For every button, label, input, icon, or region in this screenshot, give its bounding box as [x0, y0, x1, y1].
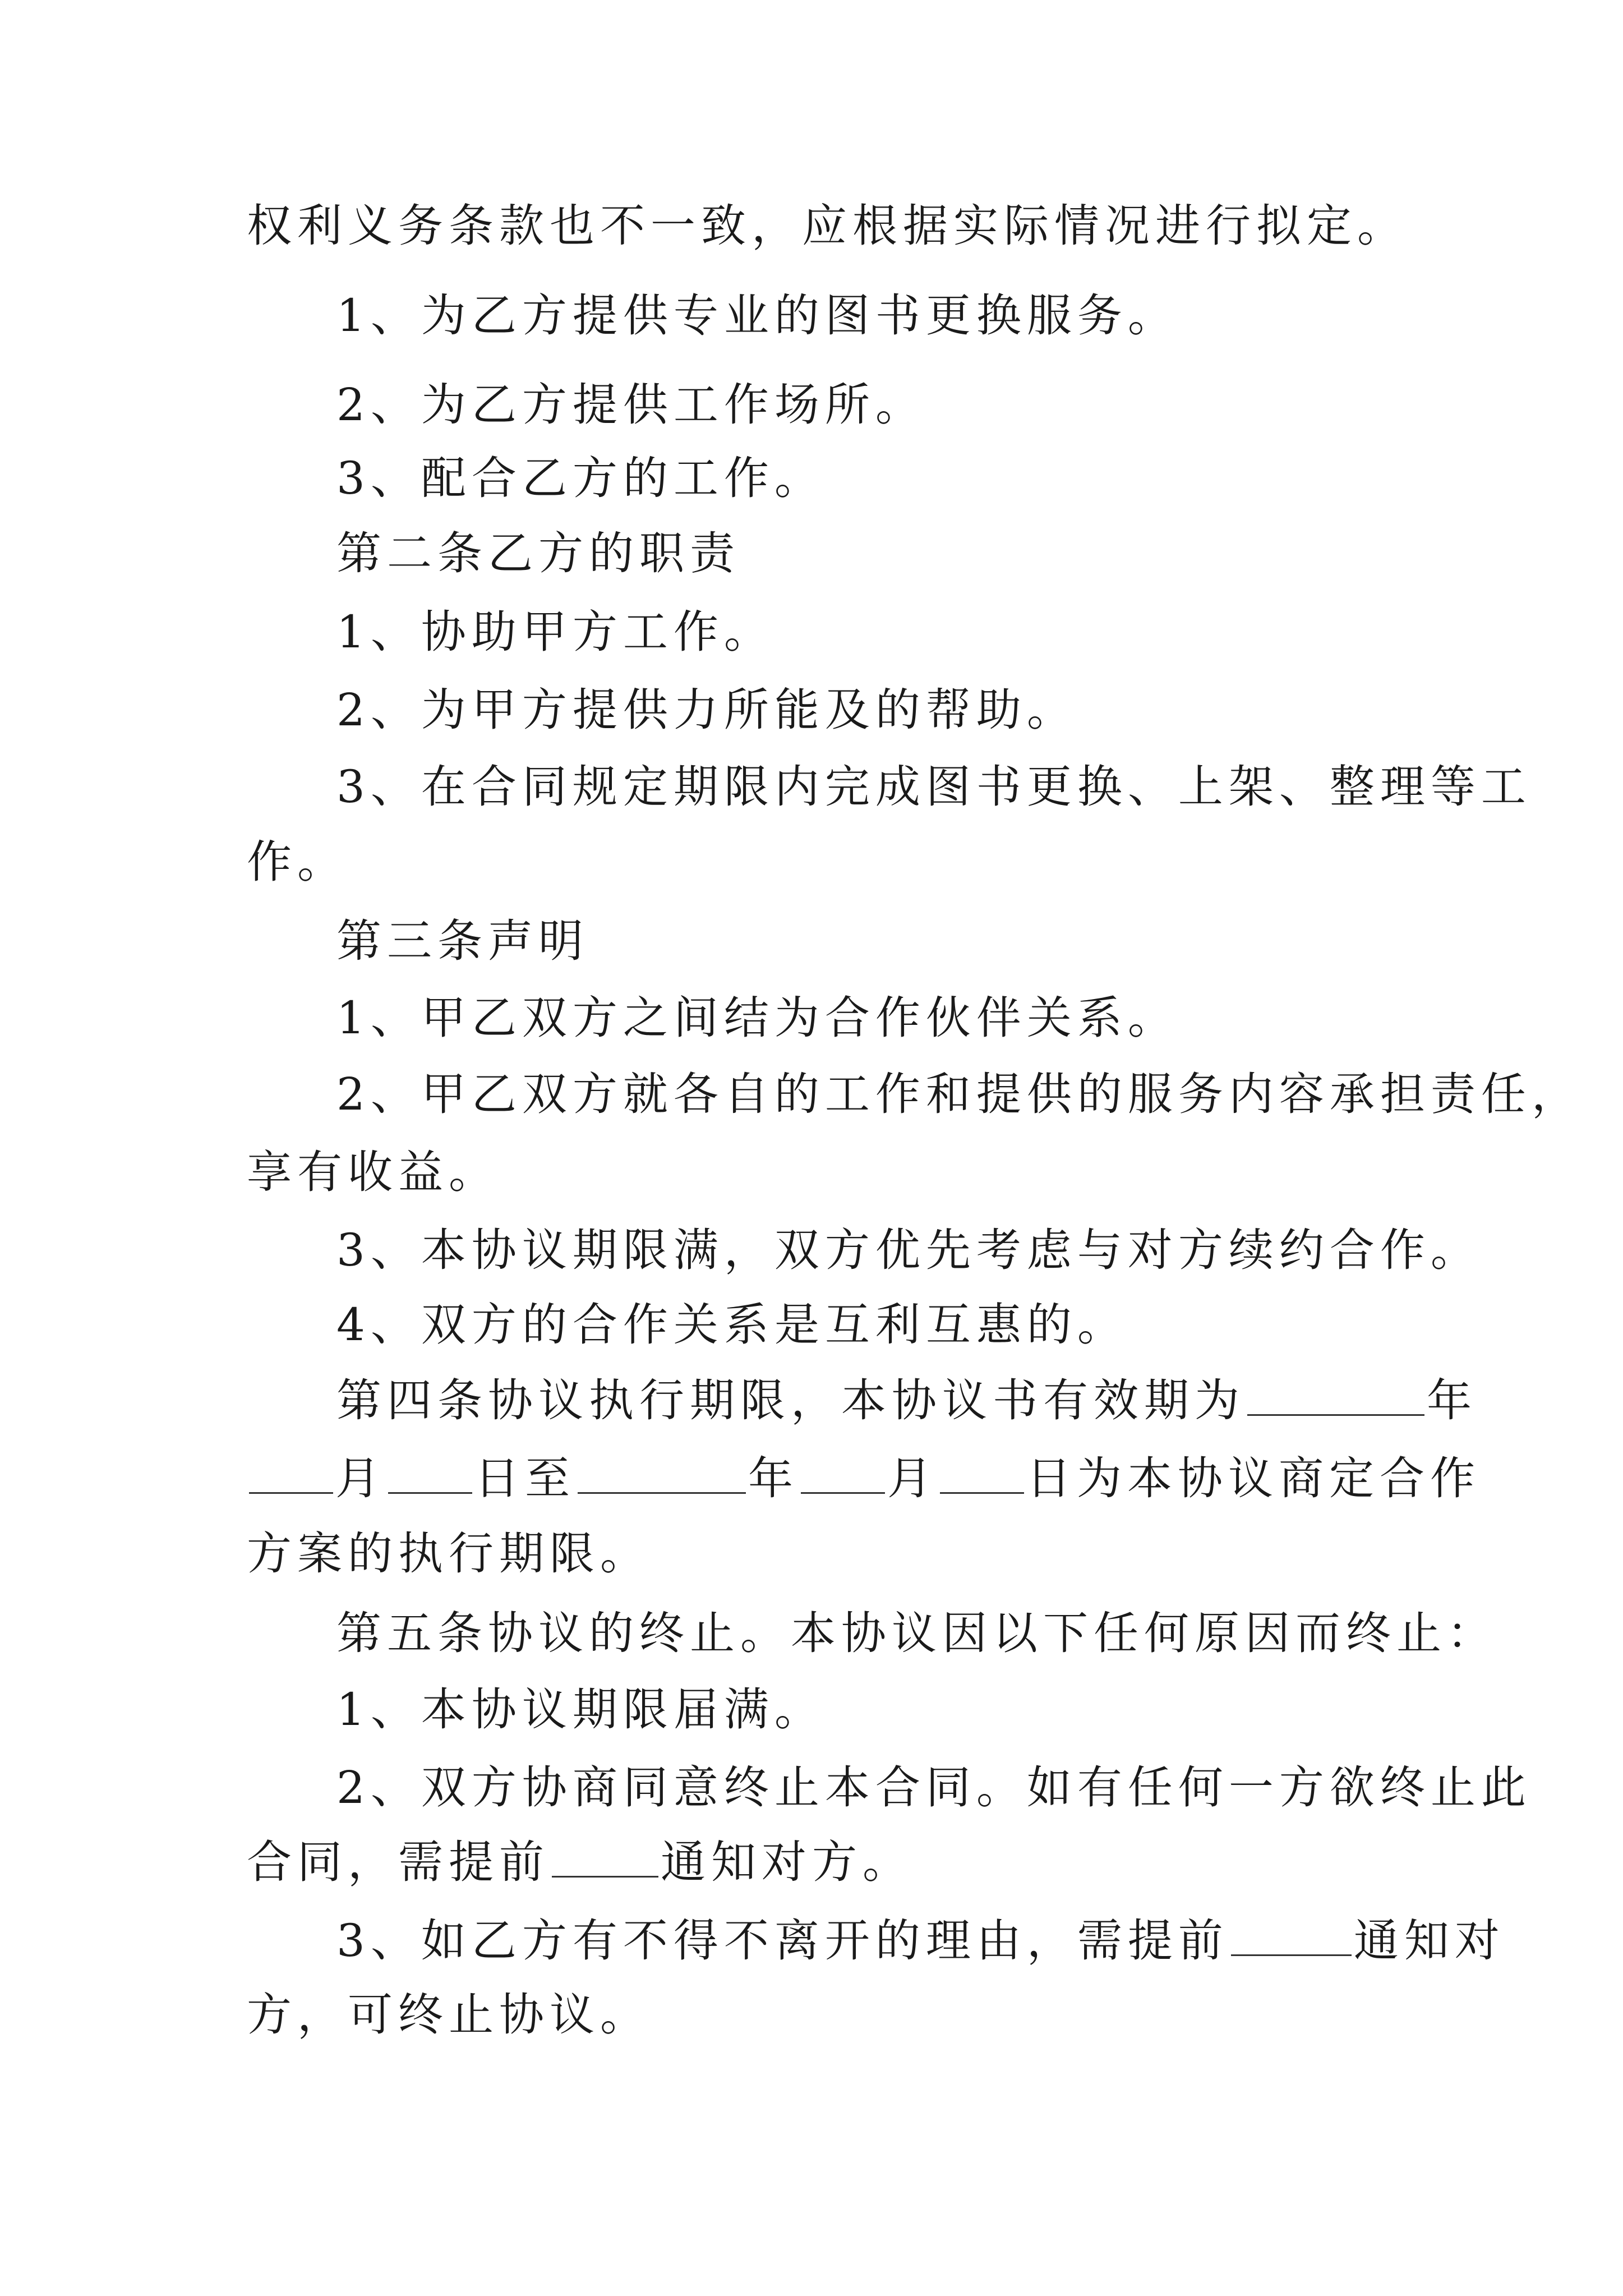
text-segment: 日至 — [474, 1452, 575, 1504]
section-heading: 第二条乙方的职责 — [336, 527, 740, 579]
text-line — [247, 1451, 1481, 1507]
text-line: 3、本协议期限满，双方优先考虑与对方续约合作。 — [336, 1224, 1481, 1276]
text-line — [336, 1913, 1505, 1969]
text-segment: 月 — [335, 1452, 386, 1504]
text-segment: 月 — [887, 1452, 938, 1504]
text-line: 2、为乙方提供工作场所。 — [336, 379, 926, 431]
text-line: 1、本协议期限届满。 — [336, 1683, 825, 1736]
text-segment: 通知对 — [1353, 1915, 1505, 1967]
fill-blank — [249, 1451, 333, 1494]
text-line: 3、在合同规定期限内完成图书更换、上架、整理等工 — [336, 761, 1532, 813]
section-heading: 第三条声明 — [336, 915, 589, 967]
text-line: 2、为甲方提供力所能及的帮助。 — [336, 684, 1077, 736]
fill-blank — [940, 1451, 1024, 1494]
text-line: 权利义务条款也不一致，应根据实际情况进行拟定。 — [247, 200, 1408, 252]
text-line — [336, 1373, 1477, 1429]
fill-blank — [388, 1451, 472, 1494]
fill-blank — [552, 1834, 658, 1878]
text-line: 方案的执行期限。 — [247, 1527, 651, 1580]
fill-blank — [1231, 1913, 1352, 1956]
text-segment: 通知对方。 — [661, 1836, 913, 1888]
fill-blank — [801, 1451, 885, 1494]
text-line: 3、配合乙方的工作。 — [336, 452, 825, 504]
text-line: 1、为乙方提供专业的图书更换服务。 — [336, 289, 1178, 342]
text-line: 作。 — [247, 836, 348, 888]
fill-blank — [578, 1451, 746, 1494]
text-segment: 年 — [1427, 1374, 1477, 1427]
text-segment: 3、如乙方有不得不离开的理由，需提前 — [336, 1915, 1229, 1967]
text-segment: 合同，需提前 — [247, 1836, 550, 1888]
text-segment: 年 — [748, 1452, 799, 1504]
text-segment: 第四条协议执行期限，本协议书有效期为 — [336, 1374, 1245, 1427]
text-line: 享有收益。 — [247, 1146, 499, 1198]
text-line: 方，可终止协议。 — [247, 1989, 651, 2041]
section-heading: 第五条协议的终止。本协议因以下任何原因而终止： — [336, 1607, 1497, 1659]
text-line: 4、双方的合作关系是互利互惠的。 — [336, 1299, 1128, 1351]
text-line: 2、双方协商同意终止本合同。如有任何一方欲终止此 — [336, 1761, 1532, 1814]
text-line: 2、甲乙双方就各自的工作和提供的服务内容承担责任， — [336, 1068, 1582, 1120]
text-line: 1、甲乙双方之间结为合作伙伴关系。 — [336, 992, 1178, 1044]
text-line — [247, 1834, 913, 1890]
text-segment: 日为本协议商定合作 — [1026, 1452, 1481, 1504]
fill-blank — [1247, 1373, 1424, 1416]
text-line: 1、协助甲方工作。 — [336, 606, 774, 658]
